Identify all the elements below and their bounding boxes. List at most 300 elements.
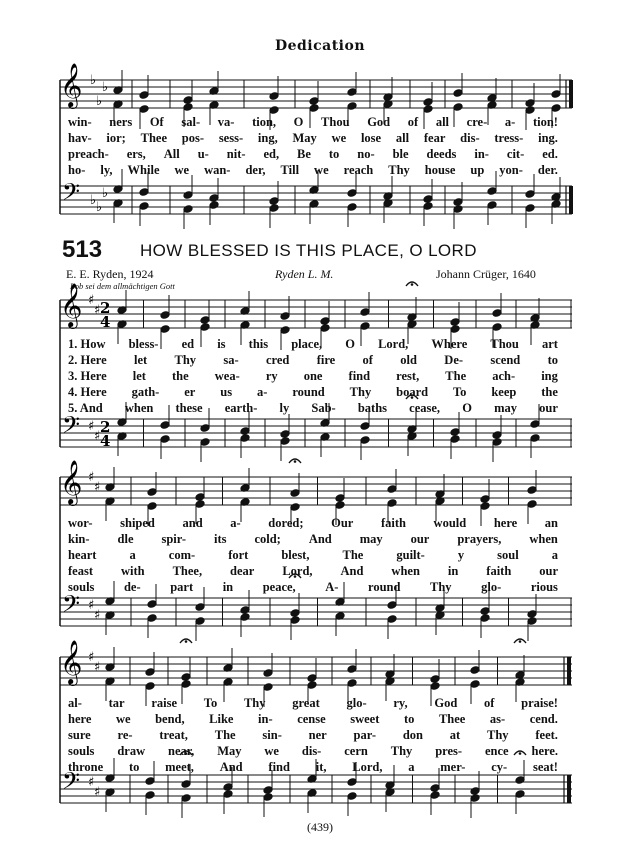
- note-head: [525, 190, 535, 199]
- lyric-syllable: tion,: [252, 115, 277, 129]
- lyric-syllable: rious: [530, 580, 558, 594]
- lyric-syllable: as-: [489, 712, 506, 726]
- note-head: [450, 325, 460, 334]
- lyric-syllable: souls: [68, 580, 95, 594]
- fermata: [411, 283, 414, 286]
- lyric-syllable: we: [314, 163, 329, 177]
- bass-clef: 𝄢: [62, 590, 81, 623]
- lyric-syllable: Thy: [390, 744, 413, 758]
- lyric-syllable: der,: [245, 163, 266, 177]
- sharp-sign: ♯: [88, 470, 95, 485]
- lyric-line: [68, 580, 558, 595]
- sharp-sign: ♯: [88, 598, 95, 613]
- fermata: [294, 460, 297, 463]
- lyric-syllable: tar: [108, 696, 125, 710]
- lyric-syllable: the: [172, 369, 189, 383]
- note-head: [263, 793, 273, 802]
- lyric-syllable: ed,: [263, 147, 280, 161]
- note-head: [335, 494, 345, 503]
- note-head: [453, 89, 463, 98]
- note-head: [240, 434, 250, 443]
- lyric-syllable: Thy: [388, 163, 410, 177]
- lyric-syllable: cold;: [254, 532, 281, 546]
- lyric-syllable: Thy: [243, 696, 266, 710]
- lyric-syllable: our: [539, 401, 558, 415]
- note-head: [195, 603, 205, 612]
- lyric-syllable: at: [449, 728, 461, 742]
- lyric-syllable: mer-: [440, 760, 466, 774]
- note-head: [530, 434, 540, 443]
- lyric-syllable: deeds: [426, 147, 457, 161]
- note-head: [480, 614, 490, 623]
- lyric-syllable: hav-: [68, 131, 92, 145]
- lyric-syllable: find: [268, 760, 290, 774]
- lyric-syllable: To: [203, 696, 218, 710]
- note-head: [147, 488, 157, 497]
- note-head: [347, 102, 357, 111]
- lyric-syllable: Thy: [349, 385, 372, 399]
- lyric-syllable: glo-: [346, 696, 367, 710]
- note-head: [430, 682, 440, 691]
- lyric-syllable: wan-: [204, 163, 231, 177]
- note-head: [223, 783, 233, 792]
- lyric-syllable: round: [292, 385, 325, 399]
- lyric-syllable: seat!: [532, 760, 558, 774]
- note-head: [430, 675, 440, 684]
- lyric-syllable: may: [494, 401, 517, 415]
- lyric-syllable: earth-: [224, 401, 258, 415]
- lyric-syllable: Thee,: [172, 564, 203, 578]
- note-head: [527, 500, 537, 509]
- lyric-syllable: gath-: [131, 385, 160, 399]
- lyric-line: [68, 548, 558, 563]
- lyric-syllable: feet.: [535, 728, 558, 742]
- time-signature: 4: [100, 432, 111, 450]
- note-head: [195, 500, 205, 509]
- lyric-line: [68, 696, 558, 711]
- lyric-syllable: wor-: [68, 516, 93, 530]
- lyric-syllable: Lord,: [282, 564, 313, 578]
- page-number: (439): [307, 820, 333, 834]
- treble-clef: 𝄞: [60, 63, 83, 107]
- lyric-syllable: der.: [537, 163, 558, 177]
- lyric-syllable: reach: [343, 163, 374, 177]
- lyric-syllable: throne: [68, 760, 104, 774]
- lyric-syllable: ry: [265, 369, 278, 383]
- flat-sign: ♭: [102, 186, 109, 201]
- lyric-line: [68, 147, 558, 162]
- bass-clef: 𝄢: [62, 767, 81, 800]
- note-head: [470, 666, 480, 675]
- note-head: [347, 203, 357, 212]
- note-head: [183, 96, 193, 105]
- lyric-line: [68, 369, 558, 384]
- sharp-sign: ♯: [88, 650, 95, 665]
- lyric-syllable: Thee: [140, 131, 168, 145]
- note-head: [487, 187, 497, 196]
- sharp-sign: ♯: [88, 419, 95, 434]
- lyric-syllable: Where: [431, 337, 468, 351]
- lyric-syllable: dear: [230, 564, 255, 578]
- note-head: [309, 104, 319, 113]
- note-head: [525, 99, 535, 108]
- note-head: [487, 201, 497, 210]
- note-head: [347, 189, 357, 198]
- note-head: [195, 493, 205, 502]
- lyric-syllable: tress-: [494, 131, 524, 145]
- note-head: [181, 780, 191, 789]
- hymn-author: E. E. Ryden, 1924: [66, 267, 154, 281]
- lyric-syllable: pres-: [435, 744, 463, 758]
- treble-clef: 𝄞: [60, 640, 83, 684]
- lyric-syllable: cy-: [491, 760, 508, 774]
- lyric-syllable: ner: [308, 728, 327, 742]
- lyric-syllable: place,: [291, 337, 323, 351]
- note-head: [320, 317, 330, 326]
- note-head: [200, 323, 210, 332]
- lyric-syllable: to: [128, 760, 140, 774]
- lyric-syllable: fear: [423, 131, 446, 145]
- lyric-syllable: win-: [68, 115, 92, 129]
- note-head: [147, 600, 157, 609]
- note-head: [240, 606, 250, 615]
- lyric-syllable: old: [400, 353, 417, 367]
- note-head: [450, 428, 460, 437]
- lyric-syllable: an: [544, 516, 558, 530]
- lyric-syllable: let: [132, 369, 146, 383]
- note-head: [263, 786, 273, 795]
- lyric-syllable: spir-: [161, 532, 187, 546]
- note-head: [360, 308, 370, 317]
- note-head: [360, 436, 370, 445]
- note-head: [430, 784, 440, 793]
- lyric-syllable: when: [124, 401, 154, 415]
- lyric-syllable: cre-: [466, 115, 488, 129]
- note-head: [335, 501, 345, 510]
- note-head: [551, 104, 561, 113]
- lyric-syllable: Thy: [174, 353, 197, 367]
- lyric-syllable: treat,: [159, 728, 188, 742]
- lyric-syllable: The: [214, 728, 236, 742]
- lyric-syllable: a-: [257, 385, 268, 399]
- lyric-syllable: of: [362, 353, 373, 367]
- lyric-syllable: Our: [331, 516, 354, 530]
- flat-sign: ♭: [96, 200, 103, 215]
- lyric-syllable: Till: [280, 163, 300, 177]
- lyric-line: [68, 760, 558, 775]
- lyric-syllable: sal-: [181, 115, 201, 129]
- note-head: [183, 191, 193, 200]
- note-head: [320, 324, 330, 333]
- note-head: [423, 105, 433, 114]
- lyric-syllable: peace,: [262, 580, 296, 594]
- lyric-syllable: dis-: [460, 131, 480, 145]
- lyric-line: [68, 401, 558, 416]
- lyric-line: [68, 385, 558, 400]
- lyric-syllable: 4. Here: [68, 385, 107, 399]
- lyric-syllable: baths: [357, 401, 388, 415]
- lyric-syllable: we: [331, 131, 347, 145]
- lyric-syllable: Lord,: [378, 337, 409, 351]
- lyric-syllable: God: [434, 696, 458, 710]
- lyric-syllable: sin-: [262, 728, 282, 742]
- lyric-syllable: fort: [228, 548, 249, 562]
- note-head: [492, 438, 502, 447]
- flat-sign: ♭: [102, 80, 109, 95]
- lyric-syllable: dored;: [268, 516, 304, 530]
- lyric-syllable: cend.: [529, 712, 558, 726]
- lyric-syllable: art: [542, 337, 558, 351]
- bass-clef: 𝄢: [62, 178, 81, 211]
- note-head: [527, 486, 537, 495]
- lyric-syllable: with: [120, 564, 145, 578]
- note-head: [290, 609, 300, 618]
- lyric-syllable: it,: [315, 760, 327, 774]
- lyric-syllable: sweet: [350, 712, 380, 726]
- lyric-syllable: May: [217, 744, 242, 758]
- treble-clef: 𝄞: [60, 283, 83, 327]
- lyric-syllable: a: [129, 548, 136, 562]
- note-head: [492, 309, 502, 318]
- flat-sign: ♭: [90, 73, 97, 88]
- lyric-syllable: house: [424, 163, 456, 177]
- lyric-syllable: bend,: [155, 712, 185, 726]
- lyric-syllable: Sab-: [311, 401, 336, 415]
- hymn-tune: Ryden L. M.: [275, 267, 334, 281]
- note-head: [145, 777, 155, 786]
- lyric-syllable: find: [348, 369, 371, 383]
- lyric-syllable: de-: [123, 580, 141, 594]
- note-head: [492, 431, 502, 440]
- lyric-syllable: our: [539, 564, 558, 578]
- lyric-syllable: may: [359, 532, 383, 546]
- note-head: [347, 679, 357, 688]
- note-head: [183, 103, 193, 112]
- note-head: [515, 790, 525, 799]
- lyric-syllable: Lord,: [352, 760, 383, 774]
- note-head: [223, 790, 233, 799]
- note-head: [209, 201, 219, 210]
- lyric-syllable: O: [345, 337, 355, 351]
- lyric-syllable: when: [529, 532, 558, 546]
- flat-sign: ♭: [96, 94, 103, 109]
- lyric-syllable: faith: [380, 516, 406, 530]
- note-head: [309, 97, 319, 106]
- lyric-syllable: De-: [444, 353, 464, 367]
- note-head: [551, 90, 561, 99]
- lyric-syllable: ing.: [538, 131, 558, 145]
- lyric-syllable: the: [541, 385, 558, 399]
- lyric-syllable: ence: [484, 744, 509, 758]
- lyric-line: [68, 163, 558, 178]
- lyric-syllable: va-: [217, 115, 235, 129]
- lyric-syllable: of: [484, 696, 495, 710]
- note-head: [450, 435, 460, 444]
- lyric-syllable: all: [435, 115, 450, 129]
- note-head: [269, 204, 279, 213]
- note-head: [423, 202, 433, 211]
- lyric-line: [68, 131, 558, 146]
- note-head: [160, 421, 170, 430]
- lyric-syllable: And: [219, 760, 243, 774]
- note-head: [269, 106, 279, 115]
- note-head: [147, 614, 157, 623]
- lyric-syllable: to: [547, 353, 558, 367]
- lyric-syllable: a: [408, 760, 415, 774]
- lyric-syllable: ers,: [126, 147, 146, 161]
- time-signature: 2: [100, 418, 111, 436]
- lyric-syllable: And: [340, 564, 364, 578]
- lyric-syllable: y: [457, 548, 465, 562]
- note-head: [527, 610, 537, 619]
- lyric-syllable: ho-: [68, 163, 86, 177]
- lyric-syllable: and: [182, 516, 203, 530]
- sharp-sign: ♯: [88, 775, 95, 790]
- lyric-syllable: would: [433, 516, 467, 530]
- hymn-title: HOW BLESSED IS THIS PLACE, O LORD: [140, 241, 477, 260]
- lyric-syllable: par-: [353, 728, 376, 742]
- lyric-syllable: glo-: [481, 580, 502, 594]
- note-head: [181, 673, 191, 682]
- lyric-syllable: ble: [392, 147, 409, 161]
- note-head: [147, 502, 157, 511]
- sharp-sign: ♯: [94, 608, 101, 623]
- lyric-line: [68, 728, 558, 743]
- lyric-syllable: these: [175, 401, 203, 415]
- note-head: [453, 198, 463, 207]
- lyric-syllable: cern: [344, 744, 368, 758]
- note-head: [139, 91, 149, 100]
- lyric-syllable: All: [163, 147, 180, 161]
- lyric-syllable: draw: [117, 744, 146, 758]
- lyric-syllable: ners: [109, 115, 133, 129]
- note-head: [183, 205, 193, 214]
- bass-clef: 𝄢: [62, 411, 81, 444]
- note-head: [347, 665, 357, 674]
- lyric-syllable: is: [217, 337, 226, 351]
- note-head: [525, 106, 535, 115]
- lyric-syllable: O: [293, 115, 304, 129]
- lyric-syllable: O: [462, 401, 472, 415]
- lyric-syllable: part: [170, 580, 194, 594]
- lyric-syllable: nit-: [226, 147, 246, 161]
- lyric-syllable: all: [395, 131, 410, 145]
- lyric-syllable: The: [342, 548, 364, 562]
- note-head: [209, 194, 219, 203]
- lyric-line: [68, 712, 558, 727]
- lyric-syllable: great: [292, 696, 320, 710]
- lyric-syllable: rest,: [396, 369, 420, 383]
- lyric-syllable: a-: [230, 516, 241, 530]
- lyric-syllable: tion!: [532, 115, 558, 129]
- lyric-line: [68, 532, 558, 547]
- lyric-syllable: prayers,: [457, 532, 502, 546]
- lyric-syllable: ly,: [100, 163, 113, 177]
- lyric-syllable: of: [407, 115, 419, 129]
- lyric-syllable: don: [402, 728, 423, 742]
- sharp-sign: ♯: [94, 303, 101, 318]
- note-head: [387, 499, 397, 508]
- lyric-syllable: cense: [297, 712, 326, 726]
- lyric-syllable: us: [220, 385, 233, 399]
- hymn-number: 513: [62, 236, 103, 263]
- note-head: [525, 204, 535, 213]
- treble-clef: 𝄞: [60, 460, 83, 504]
- lyric-syllable: praise!: [521, 696, 558, 710]
- lyric-syllable: in-: [474, 147, 489, 161]
- lyric-syllable: ior;: [106, 131, 126, 145]
- lyric-syllable: fire: [316, 353, 336, 367]
- lyric-syllable: kin-: [68, 532, 90, 546]
- lyric-syllable: cease,: [409, 401, 441, 415]
- lyric-syllable: this: [248, 337, 269, 351]
- lyric-syllable: let: [133, 353, 148, 367]
- lyric-syllable: a: [551, 548, 558, 562]
- lyric-syllable: To: [452, 385, 467, 399]
- lyric-syllable: pos-: [181, 131, 205, 145]
- lyric-line: [68, 337, 558, 352]
- note-head: [480, 607, 490, 616]
- note-head: [290, 489, 300, 498]
- lyric-syllable: Thy: [430, 580, 452, 594]
- note-head: [160, 325, 170, 334]
- lyric-syllable: souls: [68, 744, 95, 758]
- lyric-syllable: shiped: [120, 516, 155, 530]
- lyric-syllable: ed.: [542, 147, 558, 161]
- time-signature: 2: [100, 299, 111, 317]
- lyric-syllable: wea-: [214, 369, 240, 383]
- lyric-line: [68, 115, 558, 130]
- note-head: [263, 683, 273, 692]
- lyric-syllable: keep: [491, 385, 517, 399]
- lyric-syllable: guilt-: [396, 548, 425, 562]
- note-head: [430, 791, 440, 800]
- lyric-syllable: 3. Here: [68, 369, 107, 383]
- note-head: [387, 485, 397, 494]
- lyric-syllable: er: [184, 385, 196, 399]
- lyric-line: [68, 744, 558, 759]
- lyric-syllable: lose: [360, 131, 382, 145]
- note-head: [145, 791, 155, 800]
- lyric-syllable: in: [447, 564, 459, 578]
- sharp-sign: ♯: [88, 293, 95, 308]
- lyric-syllable: sa-: [223, 353, 239, 367]
- fermata: [519, 640, 522, 643]
- lyric-syllable: to: [328, 147, 340, 161]
- lyric-syllable: 2. Here: [68, 353, 107, 367]
- lyric-syllable: our: [410, 532, 430, 546]
- lyric-syllable: faith: [486, 564, 512, 578]
- lyric-line: [68, 516, 558, 531]
- note-head: [470, 787, 480, 796]
- note-head: [240, 427, 250, 436]
- note-head: [139, 105, 149, 114]
- lyric-syllable: cred: [265, 353, 290, 367]
- note-head: [160, 435, 170, 444]
- lyric-syllable: 1. How: [68, 337, 106, 351]
- note-head: [290, 616, 300, 625]
- lyric-syllable: com-: [168, 548, 196, 562]
- lyric-syllable: we: [115, 712, 131, 726]
- lyric-syllable: al-: [68, 696, 82, 710]
- note-head: [450, 318, 460, 327]
- lyric-syllable: preach-: [68, 147, 109, 161]
- note-head: [200, 316, 210, 325]
- note-head: [290, 503, 300, 512]
- lyric-syllable: Thou: [321, 115, 350, 129]
- note-head: [387, 601, 397, 610]
- lyric-syllable: cit-: [506, 147, 525, 161]
